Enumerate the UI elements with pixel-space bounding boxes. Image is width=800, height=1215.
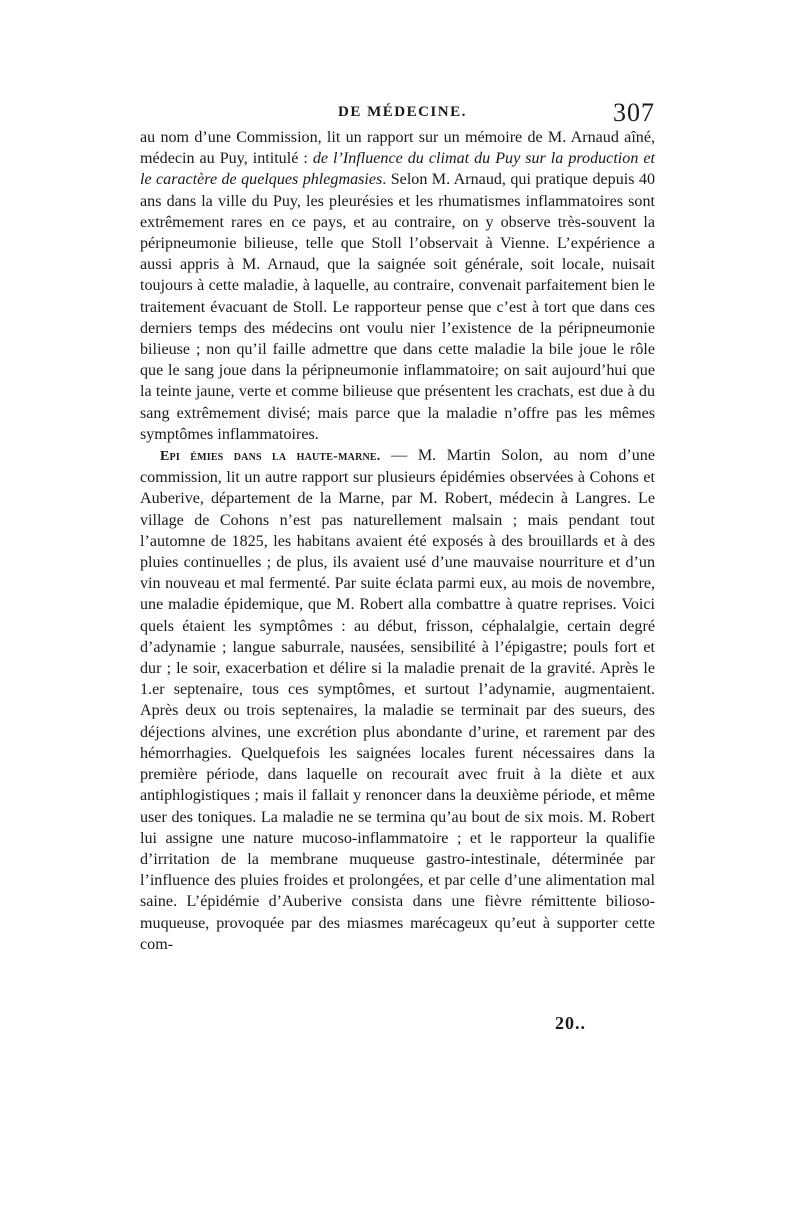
paragraph — [140, 127, 655, 445]
paragraph — [140, 445, 655, 955]
signature-mark: 20.. — [555, 1013, 586, 1033]
running-head: DE MÉDECINE. — [338, 104, 467, 120]
text-run: au nom d’une Commission, lit un rapport sur un mémoire de M. Arnaud aîné, médecin au Puy, intitulé : — [140, 129, 655, 168]
section-heading: Epi émies dans la haute-marne. — [160, 449, 381, 465]
text-run: — M. Martin Solon, au nom d’une commission, lit un autre rapport sur plusieurs épidémies observées à Cohons et Auberive, département de la Marne, par M. Robert, médecin à Langres. Le village de Cohons n’est pas naturellement malsain ; mais pendant tout l’automne de 1825, les habitans avaient été exposés à des brouillards et à des pluies continuelles ; de plus, ils avaient usé d’une mauvaise nourriture et d’un vin nouveau et mal fermenté. Par suite éclata parmi eux, au mois de novembre, une maladie épidemique, que M. Robert alla combattre à quatre reprises. Voici quels étaient les symptômes : au début, frisson, céphalalgie, certain degré d’adynamie ; langue saburrale, nausées, sensibilité à l’épigastre; pouls fort et dur ; le soir, exacerbation et délire si la maladie prenait de la gravité. Après le 1.er septenaire, tous ces symptômes, et surtout l’adynamie, augmentaient. Après deux ou trois septenaires, la maladie se terminait par des sueurs, des déjections alvines, une excrétion plus abondante d’urine, et rarement par des hémorrhagies. Quelquefois les saignées locales furent nécessaires dans la première période, dans laquelle on recourait avec fruit à la diète et aux antiphlogistiques ; mais il fallait y renoncer dans la deuxième période, et même user des toniques. La maladie ne se termina qu’au bout de six mois. M. Robert lui assigne une nature mucoso-inflammatoire ; et le rapporteur la qualifie d’irritation de la membrane muqueuse gastro-intestinale, déterminée par l’influence des pluies froides et prolongées, et par celle d’une alimentation mal saine. L’épidémie d’Auberive consista dans une fièvre rémittente bilioso-muqueuse, provoquée par des miasmes marécageux qu’eut à supporter cette com- — [140, 447, 655, 953]
page-header — [140, 100, 655, 130]
page-number: 307 — [613, 98, 655, 127]
body-text — [140, 127, 655, 955]
title-italic: de l’Influence du climat du Puy sur la production et le caractère de quelques phlegmasies — [140, 150, 655, 189]
text-run: . Selon M. Arnaud, qui pratique depuis 40 ans dans la ville du Puy, les pleurésies et les rhumatismes inflammatoires sont extrêmement rares en ce pays, et au contraire, on y observe très-souvent la péripneumonie bilieuse, telle que Stoll l’observait à Vienne. L’expérience a aussi appris à M. Arnaud, que la saignée soit générale, soit locale, nuisait toujours à cette maladie, à laquelle, au contraire, convenait parfaitement bien le traitement évacuant de Stoll. Le rapporteur pense que c’est à tort que dans ces derniers temps des médecins ont voulu nier l’existence de la péripneumonie bilieuse ; non qu’il faille admettre que dans cette maladie la bile joue le rôle que le sang joue dans la péripneumonie inflammatoire; on sait aujourd’hui que la teinte jaune, verte et comme bilieuse que présentent les crachats, est due à du sang extrêmement divisé; mais parce que la maladie n’offre pas les mêmes symptômes inflammatoires. — [140, 171, 655, 443]
